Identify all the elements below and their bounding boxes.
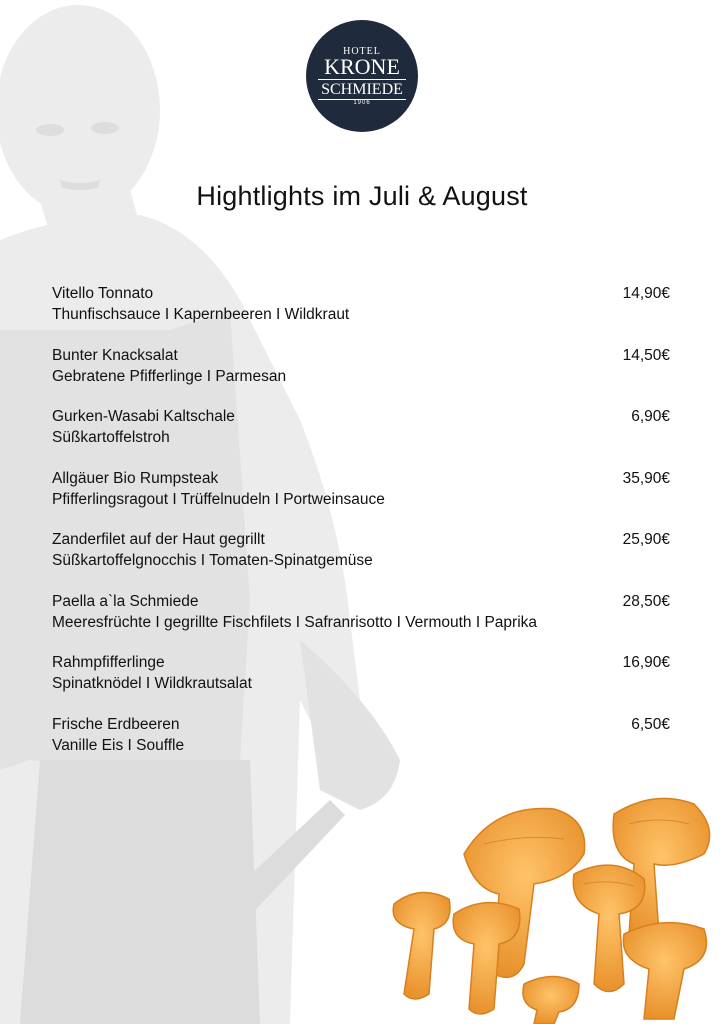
dish-name: Frische Erdbeeren bbox=[52, 715, 180, 733]
hotel-logo bbox=[306, 20, 418, 132]
dish-price: 6,90€ bbox=[631, 408, 670, 425]
dish-name: Zanderfilet auf der Haut gegrillt bbox=[52, 531, 265, 548]
chanterelle-mushrooms-image bbox=[374, 784, 724, 1024]
page-title: Hightlights im Juli & August bbox=[196, 181, 528, 211]
dish-price: 6,50€ bbox=[631, 715, 670, 733]
menu-item bbox=[52, 407, 670, 469]
dish-description: Vanille Eis I Souffle bbox=[52, 736, 185, 754]
menu-item bbox=[52, 715, 670, 777]
menu-item bbox=[52, 653, 670, 715]
menu-item bbox=[52, 284, 670, 346]
dish-price: 35,90€ bbox=[622, 469, 670, 487]
dish-name: Vitello Tonnato bbox=[52, 285, 154, 302]
menu-item bbox=[52, 469, 670, 531]
dish-name: Rahmpfifferlinge bbox=[52, 654, 165, 671]
dish-description: Spinatknödel I Wildkrautsalat bbox=[52, 675, 252, 692]
logo-year-text: 1906 bbox=[353, 100, 371, 106]
menu-item bbox=[52, 530, 670, 592]
dish-name: Gurken-Wasabi Kaltschale bbox=[52, 408, 235, 425]
menu-item bbox=[52, 592, 670, 654]
dish-description: Pfifferlingsragout I Trüffelnudeln I Portweinsauce bbox=[52, 490, 385, 508]
dish-description: Süßkartoffelgnocchis I Tomaten-Spinatgemüse bbox=[52, 552, 373, 569]
dish-price: 25,90€ bbox=[622, 531, 670, 548]
logo-krone-text: KRONE bbox=[324, 54, 400, 79]
dish-price: 28,50€ bbox=[622, 592, 670, 610]
dish-description: Thunfischsauce I Kapernbeeren I Wildkraut bbox=[52, 306, 350, 323]
dish-description: Süßkartoffelstroh bbox=[52, 429, 170, 446]
logo-schmiede-text: SCHMIEDE bbox=[321, 81, 403, 98]
dish-name: Bunter Knacksalat bbox=[52, 346, 178, 364]
dish-name: Paella a`la Schmiede bbox=[52, 592, 199, 610]
logo-hotel-text: HOTEL bbox=[343, 46, 381, 57]
menu-list bbox=[52, 284, 670, 776]
dish-description: Gebratene Pfifferlinge I Parmesan bbox=[52, 367, 287, 385]
dish-price: 14,50€ bbox=[622, 346, 670, 364]
dish-price: 16,90€ bbox=[622, 654, 670, 671]
dish-description: Meeresfrüchte I gegrillte Fischfilets I Safranrisotto I Vermouth I Paprika bbox=[52, 613, 538, 631]
dish-name: Allgäuer Bio Rumpsteak bbox=[52, 469, 219, 487]
logo-divider bbox=[318, 79, 406, 80]
menu-item bbox=[52, 346, 670, 408]
dish-price: 14,90€ bbox=[622, 285, 670, 302]
